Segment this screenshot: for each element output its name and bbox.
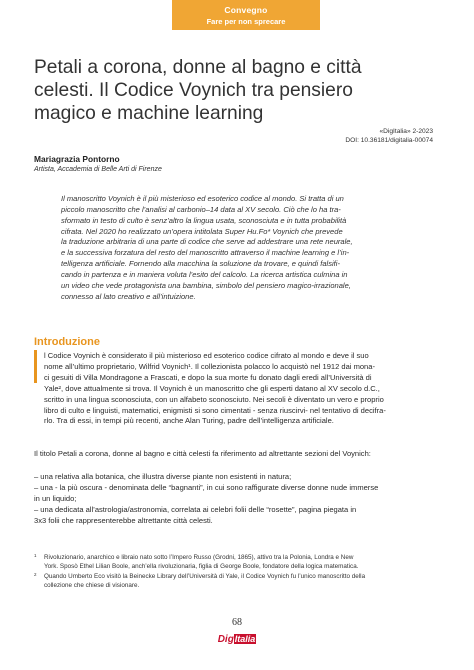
body-line: libro di culto e linguisti, matematici, enigmisti si sono cimentati - senza riuscirvi- nel tentativo di decifra- — [44, 405, 386, 415]
body-line: nome all’ultimo proprietario, Wilfrid Voynich¹. Il collezionista polacco lo acquistò nel 1912 dai mona- — [44, 361, 375, 371]
abstract-line: cando in partenza e in maniera voluta l’esito del calcolo. La ricerca artistica culmina in — [61, 269, 348, 279]
title-line: magico e machine learning — [34, 103, 264, 124]
page-number: 68 — [232, 617, 242, 628]
doi: DOI: 10.36181/digitalia-00074 — [345, 137, 433, 144]
abstract-line: telligenza artificiale. Fornendo alla macchina la soluzione da trovare, e quindi falsifi- — [61, 259, 340, 269]
drop-cap — [34, 350, 37, 383]
title-reference-paragraph — [34, 449, 454, 460]
abstract-line: un video che vede protagonista una bambina, simbolo del pensiero magico-irrazionale, — [61, 280, 351, 290]
abstract-line: Il manoscritto Voynich è il più misterioso ed esoterico codice al mondo. Si tratta di un — [61, 194, 344, 203]
body-line: l Codice Voynich è considerato il più misterioso ed esoterico codice cifrato al mondo e deve il suo — [44, 351, 369, 360]
footnotes — [44, 553, 464, 590]
list-item: – una relativa alla botanica, che illustra diverse piante non esistenti in natura; — [34, 472, 292, 481]
logo-dig: Dig — [217, 634, 234, 645]
abstract-line: e la successiva forzatura del resto del manoscritto attraverso il machine learning e l’in- — [61, 248, 350, 258]
logo-italia: Italia — [234, 634, 256, 644]
footnote-line: Quando Umberto Eco visitò la Beinecke Library dell’Università di Yale, il Codice Voynich fu l’unico manoscritto della — [44, 572, 366, 580]
abstract-line: piccolo manoscritto che l’analisi al carbonio–14 data al XV secolo. Ciò che lo ha tra- — [61, 204, 341, 214]
footnote-mark: 2 — [34, 572, 37, 577]
journal-reference — [345, 127, 433, 145]
section-tab — [172, 0, 320, 30]
abstract-line: la traduzione arbitraria di una parte di codice che serve ad addestrare una rete neurale, — [61, 237, 353, 247]
author-name: Mariagrazia Pontorno — [34, 154, 120, 164]
section-heading: Introduzione — [34, 336, 100, 348]
abstract-line: sformato in testo di culto è senz’altro la lingua usata, sconosciuta e in tutta probabilità — [61, 215, 347, 225]
footnote-line: collezione che chiese di visionare. — [44, 581, 140, 589]
list-item: – una dedicata all’astrologia/astronomia, correlata ai celebri folii delle “rosette”, pagina piegata in — [34, 504, 357, 514]
journal-issue: «DigItalia» 2-2023 — [379, 128, 433, 135]
body-line: Il titolo Petali a corona, donne al bagno e città celesti fa riferimento ad altrettante sezioni del Voynich: — [34, 449, 371, 458]
article-title — [34, 56, 454, 125]
title-line: Petali a corona, donne al bagno e città — [34, 57, 362, 78]
abstract — [61, 194, 433, 302]
author-affiliation: Artista, Accademia di Belle Arti di Firenze — [34, 166, 162, 173]
abstract-line: connesso al lato creativo e all’intuizione. — [61, 291, 196, 301]
list-item: – una - la più oscura - denominata delle “bagnanti”, in cui sono raffigurate diverse donne nude immerse — [34, 482, 379, 492]
body-line: rlo. Tra di essi, in tempi più recenti, anche Alan Turing, padre dell’intelligenza artificiale. — [44, 416, 334, 426]
footnote-mark: 1 — [34, 553, 37, 558]
body-line: Yale², dove attualmente si trova. Il Voynich è un manoscritto che gli esperti datano al XV secolo d.C., — [44, 383, 380, 393]
list-item: 3x3 folii che rappresenterebbe altrettante città celesti. — [34, 515, 213, 525]
abstract-line: cifrata. Nel 2020 ho realizzato un’opera intitolata Super Hu.Fo* Voynich che prevede — [61, 226, 343, 236]
footnote-line: Rivoluzionario, anarchico e libraio nato sotto l’Impero Russo (Grodni, 1865), attivo tra la Polonia, Londra e New — [44, 554, 354, 561]
footnote-line: York. Sposò Ethel Lilian Boole, anch’ella rivoluzionaria, figlia di George Boole, fondatore della logica matematica. — [44, 563, 359, 571]
section-label: Convegno — [224, 5, 268, 15]
list-item: in un liquido; — [34, 493, 77, 503]
subsection-label: Fare per non sprecare — [206, 17, 286, 26]
body-line: ci gesuiti di Villa Mondragone a Frascati, e dopo la sua morte fu donato dagli eredi all’Università di — [44, 372, 372, 382]
body-line: scritto in una lingua sconosciuta, con un alfabeto sconosciuto. Nei secoli è diventato un vero e proprio — [44, 394, 384, 404]
digitalia-logo — [0, 634, 474, 645]
title-line: celesti. Il Codice Voynich tra pensiero — [34, 80, 353, 101]
intro-paragraph — [44, 351, 444, 427]
sections-list — [34, 472, 454, 527]
